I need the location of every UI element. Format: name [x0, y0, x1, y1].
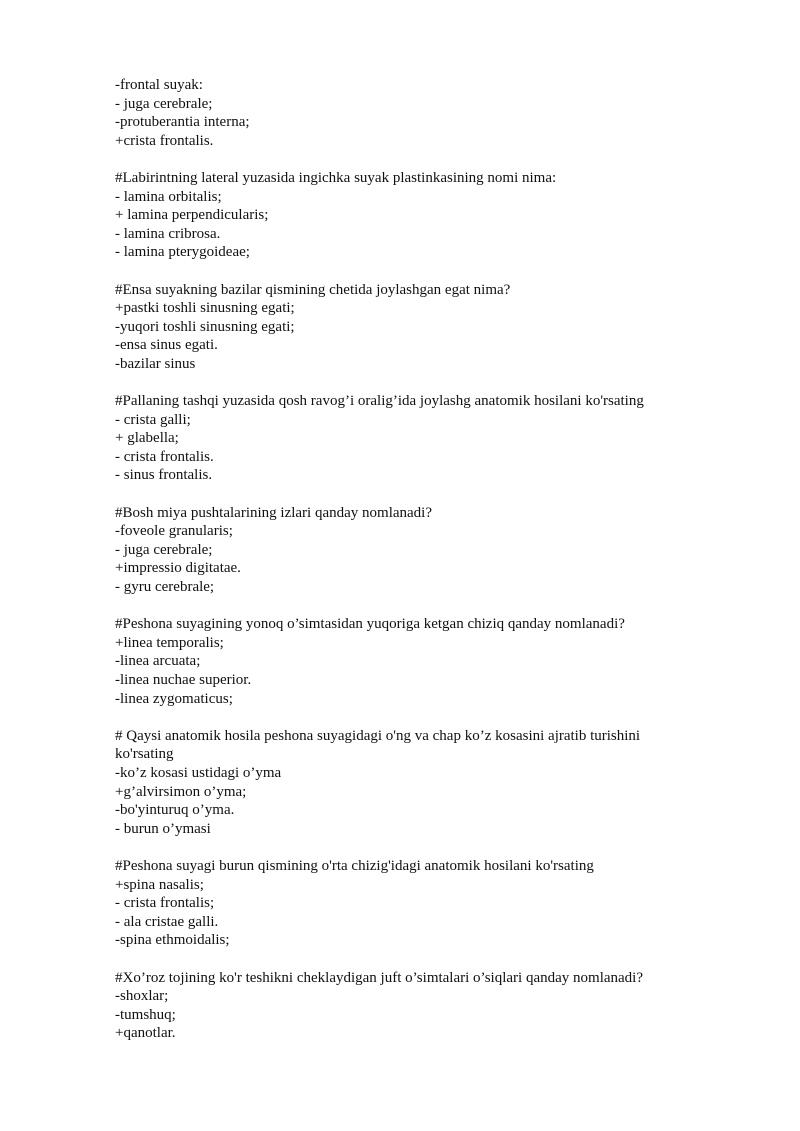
question-text: # Qaysi anatomik hosila peshona suyagidagi o'ng va chap ko’z kosasini ajratib turishini [115, 727, 641, 744]
answer-option: -tumshuq; [115, 1006, 176, 1023]
question-block [115, 281, 715, 374]
question-block [115, 615, 715, 708]
question-block [115, 169, 715, 262]
answer-option: - lamina cribrosa. [115, 225, 221, 242]
answer-option: -linea arcuata; [115, 653, 201, 670]
answer-option: -linea nuchae superior. [115, 672, 252, 688]
question-block [115, 727, 715, 839]
text-block [115, 76, 715, 150]
answer-option: - burun o’ymasi [115, 820, 211, 837]
question-text: #Xo’roz tojining ko'r teshikni cheklaydigan juft o’simtalari o’siqlari qanday nomlanadi? [115, 969, 643, 986]
paragraph-spacer [115, 597, 715, 616]
question-text: #Bosh miya pushtalarining izlari qanday nomlanadi? [115, 504, 433, 521]
question-text: ko'rsating [115, 746, 174, 763]
answer-option: +qanotlar. [115, 1025, 176, 1042]
answer-option: -bazilar sinus [115, 355, 196, 372]
question-text: #Ensa suyakning bazilar qismining chetida joylashgan egat nima? [115, 281, 511, 298]
answer-option: - sinus frontalis. [115, 467, 213, 484]
text-line: +crista frontalis. [115, 132, 214, 149]
question-block [115, 857, 715, 950]
answer-option: - juga cerebrale; [115, 541, 213, 558]
answer-option: -foveole granularis; [115, 523, 233, 540]
answer-option: +spina nasalis; [115, 876, 204, 893]
question-block [115, 504, 715, 597]
paragraph-spacer [115, 374, 715, 393]
text-line: - juga cerebrale; [115, 95, 213, 112]
answer-option: + glabella; [115, 430, 179, 447]
document-page [115, 76, 715, 1043]
text-line: -protuberantia interna; [115, 114, 250, 131]
answer-option: - crista frontalis; [115, 895, 215, 912]
answer-option: +linea temporalis; [115, 634, 224, 651]
answer-option: -linea zygomaticus; [115, 690, 233, 707]
question-text: #Pallaning tashqi yuzasida qosh ravog’i oralig’ida joylashg anatomik hosilani ko'rsating [115, 393, 644, 410]
answer-option: +pastki toshli sinusning egati; [115, 300, 295, 317]
question-text: #Peshona suyagining yonoq o’simtasidan yuqoriga ketgan chiziq qanday nomlanadi? [115, 616, 625, 633]
answer-option: - ala cristae galli. [115, 913, 219, 930]
paragraph-spacer [115, 485, 715, 504]
question-block [115, 392, 715, 485]
answer-option: +impressio digitatae. [115, 560, 241, 577]
question-text: #Labirintning lateral yuzasida ingichka suyak plastinkasining nomi nima: [115, 169, 557, 186]
answer-option: -ensa sinus egati. [115, 337, 218, 354]
answer-option: - lamina pterygoideae; [115, 244, 250, 261]
question-text: #Peshona suyagi burun qismining o'rta chizig'idagi anatomik hosilani ko'rsating [115, 857, 594, 874]
text-line: -frontal suyak: [115, 77, 203, 93]
answer-option: + lamina perpendicularis; [115, 207, 269, 224]
answer-option: -spina ethmoidalis; [115, 932, 230, 949]
paragraph-spacer [115, 708, 715, 727]
question-block [115, 969, 715, 1043]
paragraph-spacer [115, 950, 715, 969]
paragraph-spacer [115, 262, 715, 281]
paragraph-spacer [115, 150, 715, 169]
answer-option: - lamina orbitalis; [115, 188, 222, 205]
answer-option: -ko’z kosasi ustidagi o’yma [115, 764, 282, 781]
answer-option: - crista frontalis. [115, 448, 214, 465]
answer-option: - gyru cerebrale; [115, 579, 215, 596]
answer-option: -shoxlar; [115, 988, 169, 1005]
answer-option: - crista galli; [115, 411, 191, 428]
paragraph-spacer [115, 838, 715, 857]
answer-option: +g’alvirsimon o’yma; [115, 783, 247, 800]
answer-option: -yuqori toshli sinusning egati; [115, 318, 295, 335]
answer-option: -bo'yinturuq o’yma. [115, 802, 235, 819]
